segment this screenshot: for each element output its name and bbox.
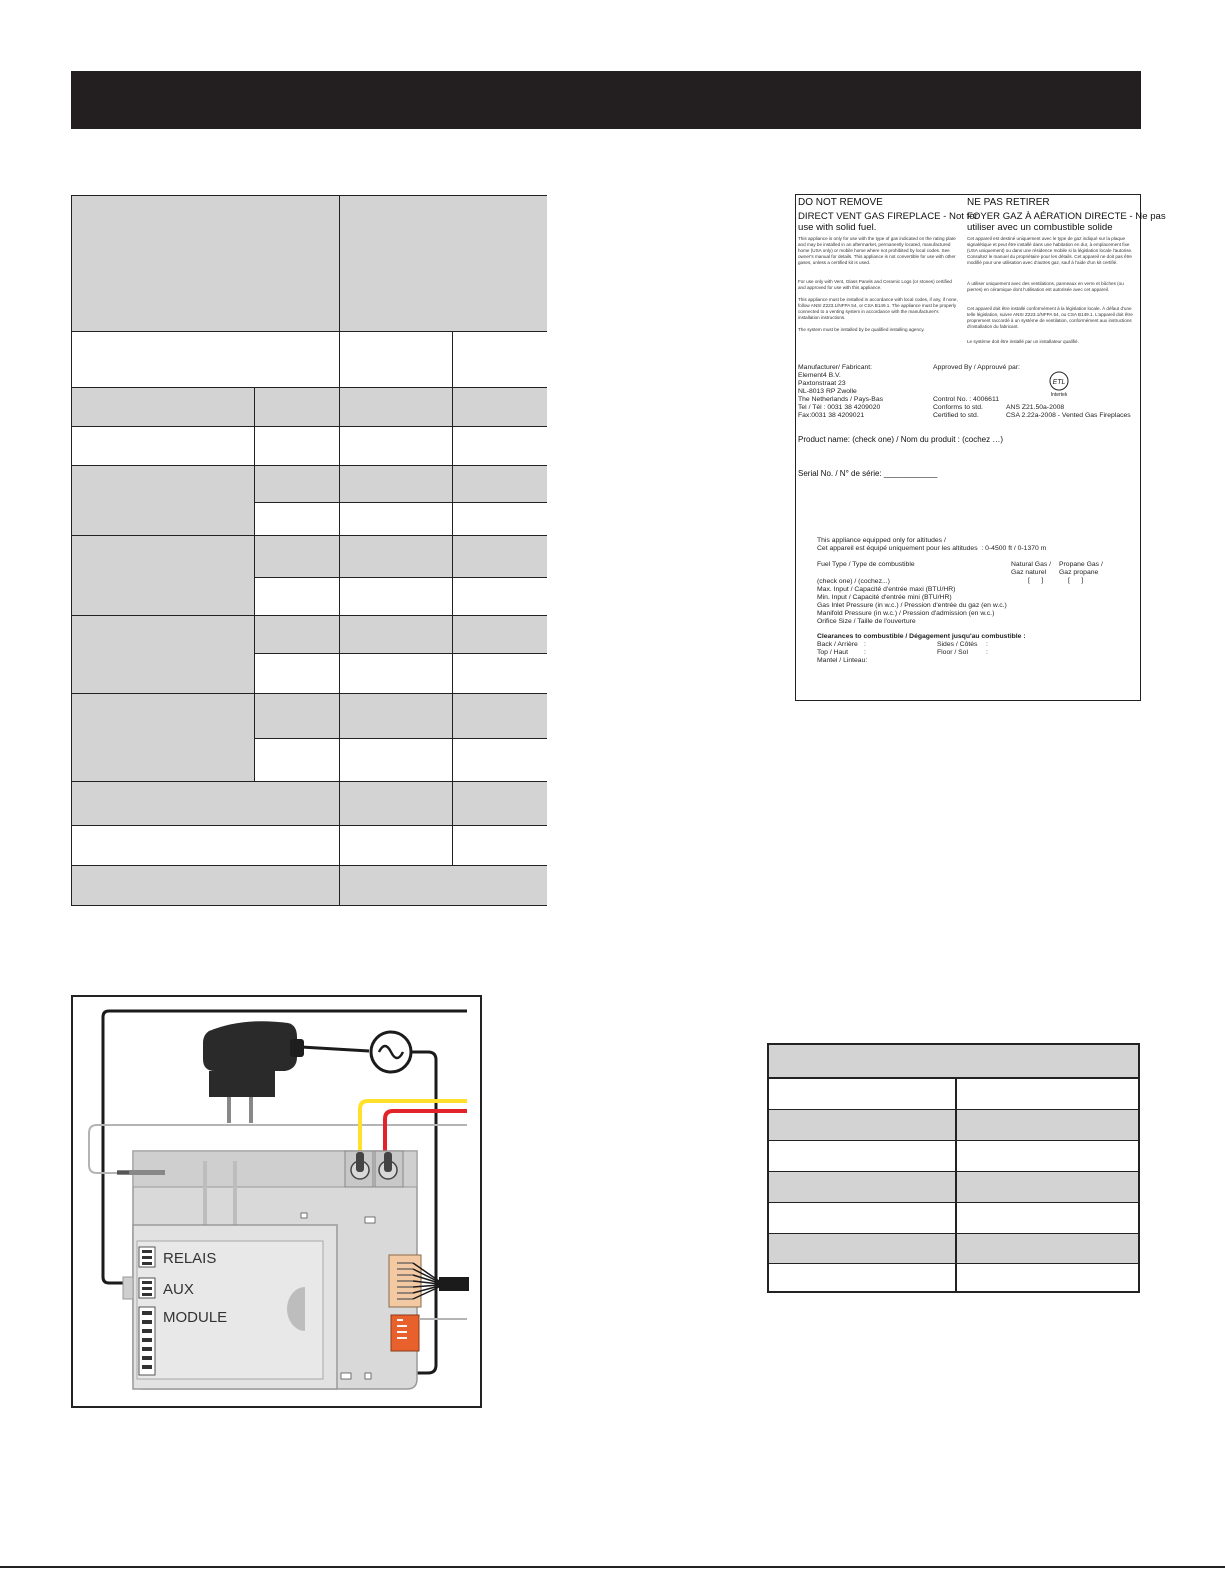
table-cell bbox=[255, 536, 340, 578]
plate-subheading-fr: FOYER GAZ À AÉRATION DIRECTE - Ne pas bbox=[967, 211, 1166, 222]
plate-para-fr: Cet appareil doit être installé conformément à la législation locale. À défaut d'une telle législation, suivre ANSI Z223.1/NFPA 54, ou CSA B149.1. L'appareil doit être proprement raccordé à un système de ventilation, conformément aux instructions d'installation du fabricant. bbox=[967, 306, 1133, 329]
product-name: Product name: (check one) / Nom du produit : (cochez …) bbox=[798, 435, 1003, 444]
table-cell bbox=[72, 782, 340, 826]
altitude-line-2: Cet appareil est équipé uniquement pour les altitudes : 0-4500 ft / 0-1370 m bbox=[817, 545, 1047, 552]
table-cell bbox=[453, 466, 547, 503]
etl-certification-mark bbox=[1046, 369, 1074, 402]
manufacturer-line: Element4 B.V. bbox=[798, 372, 841, 379]
table-cell bbox=[72, 466, 255, 536]
table-cell bbox=[340, 427, 453, 466]
table-header-cell bbox=[340, 196, 547, 332]
control-number: Control No. : 4006611 bbox=[933, 396, 999, 403]
approved-by: Approved By / Approuvé par: bbox=[933, 364, 1020, 371]
natural-gas-label: Natural Gas / bbox=[1011, 561, 1052, 568]
table-cell bbox=[453, 782, 547, 826]
table-row bbox=[769, 1203, 1138, 1234]
plate-para-en: For use only with Vent, Glass Panels and Ceramic Logs (or stones) certified and approved for use with this appliance. bbox=[798, 279, 952, 290]
colon: : bbox=[864, 649, 866, 656]
colon: : bbox=[864, 641, 866, 648]
table-cell bbox=[340, 466, 453, 503]
control-module bbox=[117, 1151, 417, 1389]
black-cable bbox=[439, 1277, 469, 1291]
table-cell bbox=[255, 388, 340, 427]
manufacturer-line: Tel / Tél : 0031 38 4209020 bbox=[798, 404, 881, 411]
table-cell bbox=[340, 536, 453, 578]
colon: : bbox=[986, 641, 988, 648]
clearance-back: Back / Arrière bbox=[817, 641, 858, 648]
table-cell bbox=[453, 427, 547, 466]
clearances-heading: Clearances to combustible / Dégagement jusqu'au combustible : bbox=[817, 633, 1026, 640]
table-row bbox=[769, 1079, 1138, 1110]
clearance-sides: Sides / Côtés bbox=[937, 641, 978, 648]
adapter-cord bbox=[301, 1047, 369, 1051]
relais-label: RELAIS bbox=[163, 1250, 217, 1267]
table-cell bbox=[72, 536, 255, 616]
wiring-diagram bbox=[71, 995, 482, 1408]
etl-intertek-text: Intertek bbox=[1050, 392, 1068, 397]
plate-para-en: This appliance must be installed in accordance with local codes, if any, if none, follow ANSI Z223.1/NFPA 54, or CSA B149.1. The appliance must be properly connected to a venting system in accordance with the manufacturer's installation instructions. bbox=[798, 297, 958, 320]
manufacturer-line: Paxtonstraat 23 bbox=[798, 380, 846, 387]
table-cell bbox=[255, 466, 340, 503]
table-cell bbox=[340, 694, 453, 739]
table-cell bbox=[255, 503, 340, 536]
table-cell bbox=[340, 739, 453, 782]
small-table-header bbox=[769, 1045, 1138, 1079]
plate-para-en: The system must be installed by be qualified installing agency. bbox=[798, 327, 925, 332]
table-cell bbox=[453, 536, 547, 578]
table-cell bbox=[340, 332, 453, 388]
table-cell bbox=[72, 332, 340, 388]
natural-gas-label-fr: Gaz naturel bbox=[1011, 569, 1047, 576]
table-cell bbox=[255, 427, 340, 466]
specifications-table bbox=[71, 195, 547, 906]
manufacturer-line: NL-8013 RP Zwolle bbox=[798, 388, 857, 395]
table-cell bbox=[340, 578, 453, 616]
conforms-value: ANS Z21.50a-2008 bbox=[1006, 404, 1065, 411]
table-cell bbox=[72, 388, 255, 427]
table-row bbox=[769, 1264, 1138, 1291]
propane-checkbox: [ ] bbox=[1068, 577, 1084, 584]
table-cell bbox=[453, 826, 547, 866]
table-cell bbox=[340, 503, 453, 536]
aux-label: AUX bbox=[163, 1281, 194, 1298]
plate-heading-fr: NE PAS RETIRER bbox=[967, 197, 1050, 208]
table-cell bbox=[453, 332, 547, 388]
table-cell bbox=[72, 616, 255, 694]
plate-subheading-en: DIRECT VENT GAS FIREPLACE - Not for bbox=[798, 211, 978, 222]
gas-inlet-pressure: Gas Inlet Pressure (in w.c.) / Pression d'entrée du gaz (en w.c.) bbox=[817, 602, 1007, 609]
table-cell bbox=[453, 739, 547, 782]
table-cell bbox=[72, 866, 340, 905]
certified-value: CSA 2.22a-2008 - Vented Gas Fireplaces bbox=[1006, 412, 1131, 419]
power-adapter-icon bbox=[203, 1021, 304, 1123]
rating-plate bbox=[795, 194, 1166, 701]
small-table bbox=[767, 1043, 1140, 1293]
propane-label: Propane Gas / bbox=[1059, 561, 1103, 568]
clearance-top: Top / Haut bbox=[817, 649, 848, 656]
table-cell bbox=[255, 694, 340, 739]
natural-gas-checkbox: [ ] bbox=[1028, 577, 1044, 584]
table-cell bbox=[340, 616, 453, 654]
certified-label: Certified to std. bbox=[933, 412, 979, 419]
plate-para-en: This appliance is only for use with the type of gas indicated on the rating plate and may be installed in an aftermarket, permanently located, manufactured home (USA only) or mobile home where not prohibited by local codes. See owner's manual for details. This appliance is not convertible for use with other gases, unless a certified kit is used. bbox=[798, 236, 956, 265]
table-header-cell bbox=[72, 196, 340, 332]
plate-para-fr: Le système doit être installé par un installateur qualifié. bbox=[967, 339, 1079, 344]
header-bar bbox=[71, 71, 1141, 129]
table-cell bbox=[72, 427, 255, 466]
manifold-pressure: Manifold Pressure (in w.c.) / Pression d'admission (en w.c.) bbox=[817, 610, 995, 617]
table-cell bbox=[255, 578, 340, 616]
table-row bbox=[769, 1172, 1138, 1203]
manufacturer-line: Manufacturer/ Fabricant: bbox=[798, 364, 873, 371]
table-cell bbox=[453, 654, 547, 694]
table-cell bbox=[340, 866, 547, 905]
clearance-mantel: Mantel / Linteau: bbox=[817, 657, 868, 664]
plate-subheading-fr-2: utiliser avec un combustible solide bbox=[967, 222, 1113, 233]
table-cell bbox=[453, 616, 547, 654]
check-one: (check one) / (cochez...) bbox=[817, 578, 890, 585]
table-cell bbox=[453, 388, 547, 427]
table-cell bbox=[340, 388, 453, 427]
max-input: Max. Input / Capacité d'entrée maxi (BTU/HR) bbox=[817, 586, 956, 593]
column-divider bbox=[955, 1079, 957, 1291]
table-cell bbox=[255, 616, 340, 654]
table-cell bbox=[453, 694, 547, 739]
table-cell bbox=[340, 826, 453, 866]
table-cell bbox=[72, 826, 340, 866]
manufacturer-line: The Netherlands / Pays-Bas bbox=[798, 396, 884, 403]
table-row bbox=[769, 1141, 1138, 1172]
min-input: Min. Input / Capacité d'entrée mini (BTU/HR) bbox=[817, 594, 952, 601]
plate-para-fr: À utiliser uniquement avec des ventilations, panneaux en verre et bûches (ou pierres) en céramique dont l'utilisation est autorisée avec cet appareil. bbox=[967, 281, 1124, 292]
table-row bbox=[769, 1234, 1138, 1264]
clearance-floor: Floor / Sol bbox=[937, 649, 968, 656]
fuel-type: Fuel Type / Type de combustible bbox=[817, 561, 915, 568]
table-cell bbox=[340, 782, 453, 826]
page-bottom-rule bbox=[0, 1566, 1225, 1568]
plate-para-fr: Cet appareil est destiné uniquement avec le type de gaz indiqué sur la plaque signalétique et peut être installé dans une habitation en dur, à emplacement fixe (USA uniquement) ou dans une résidence mobile si la législation locale l'autorise. Consultez le manuel du propriétaire pour les détails. Cet appareil ne doit pas être modifié pour une utilisation avec d'autres gaz, sauf à l'aide d'un kit certifié. bbox=[967, 236, 1133, 265]
table-cell bbox=[255, 739, 340, 782]
table-cell bbox=[255, 654, 340, 694]
table-cell bbox=[453, 578, 547, 616]
table-row bbox=[769, 1110, 1138, 1141]
plate-subheading-en-2: use with solid fuel. bbox=[798, 222, 877, 233]
manufacturer-line: Fax:0031 38 4209021 bbox=[798, 412, 865, 419]
module-label: MODULE bbox=[163, 1309, 228, 1326]
etl-mark-text: ETL bbox=[1052, 379, 1066, 386]
propane-label-fr: Gaz propane bbox=[1059, 569, 1099, 576]
table-cell bbox=[72, 694, 255, 782]
table-cell bbox=[453, 503, 547, 536]
serial-number: Serial No. / N° de série: ____________ bbox=[798, 469, 938, 478]
table-cell bbox=[340, 654, 453, 694]
colon: : bbox=[986, 649, 988, 656]
plate-heading-en: DO NOT REMOVE bbox=[798, 197, 883, 208]
orifice-size: Orifice Size / Taille de l'ouverture bbox=[817, 618, 916, 625]
conforms-label: Conforms to std. bbox=[933, 404, 983, 411]
altitude-line-1: This appliance equipped only for altitudes / bbox=[817, 537, 946, 544]
